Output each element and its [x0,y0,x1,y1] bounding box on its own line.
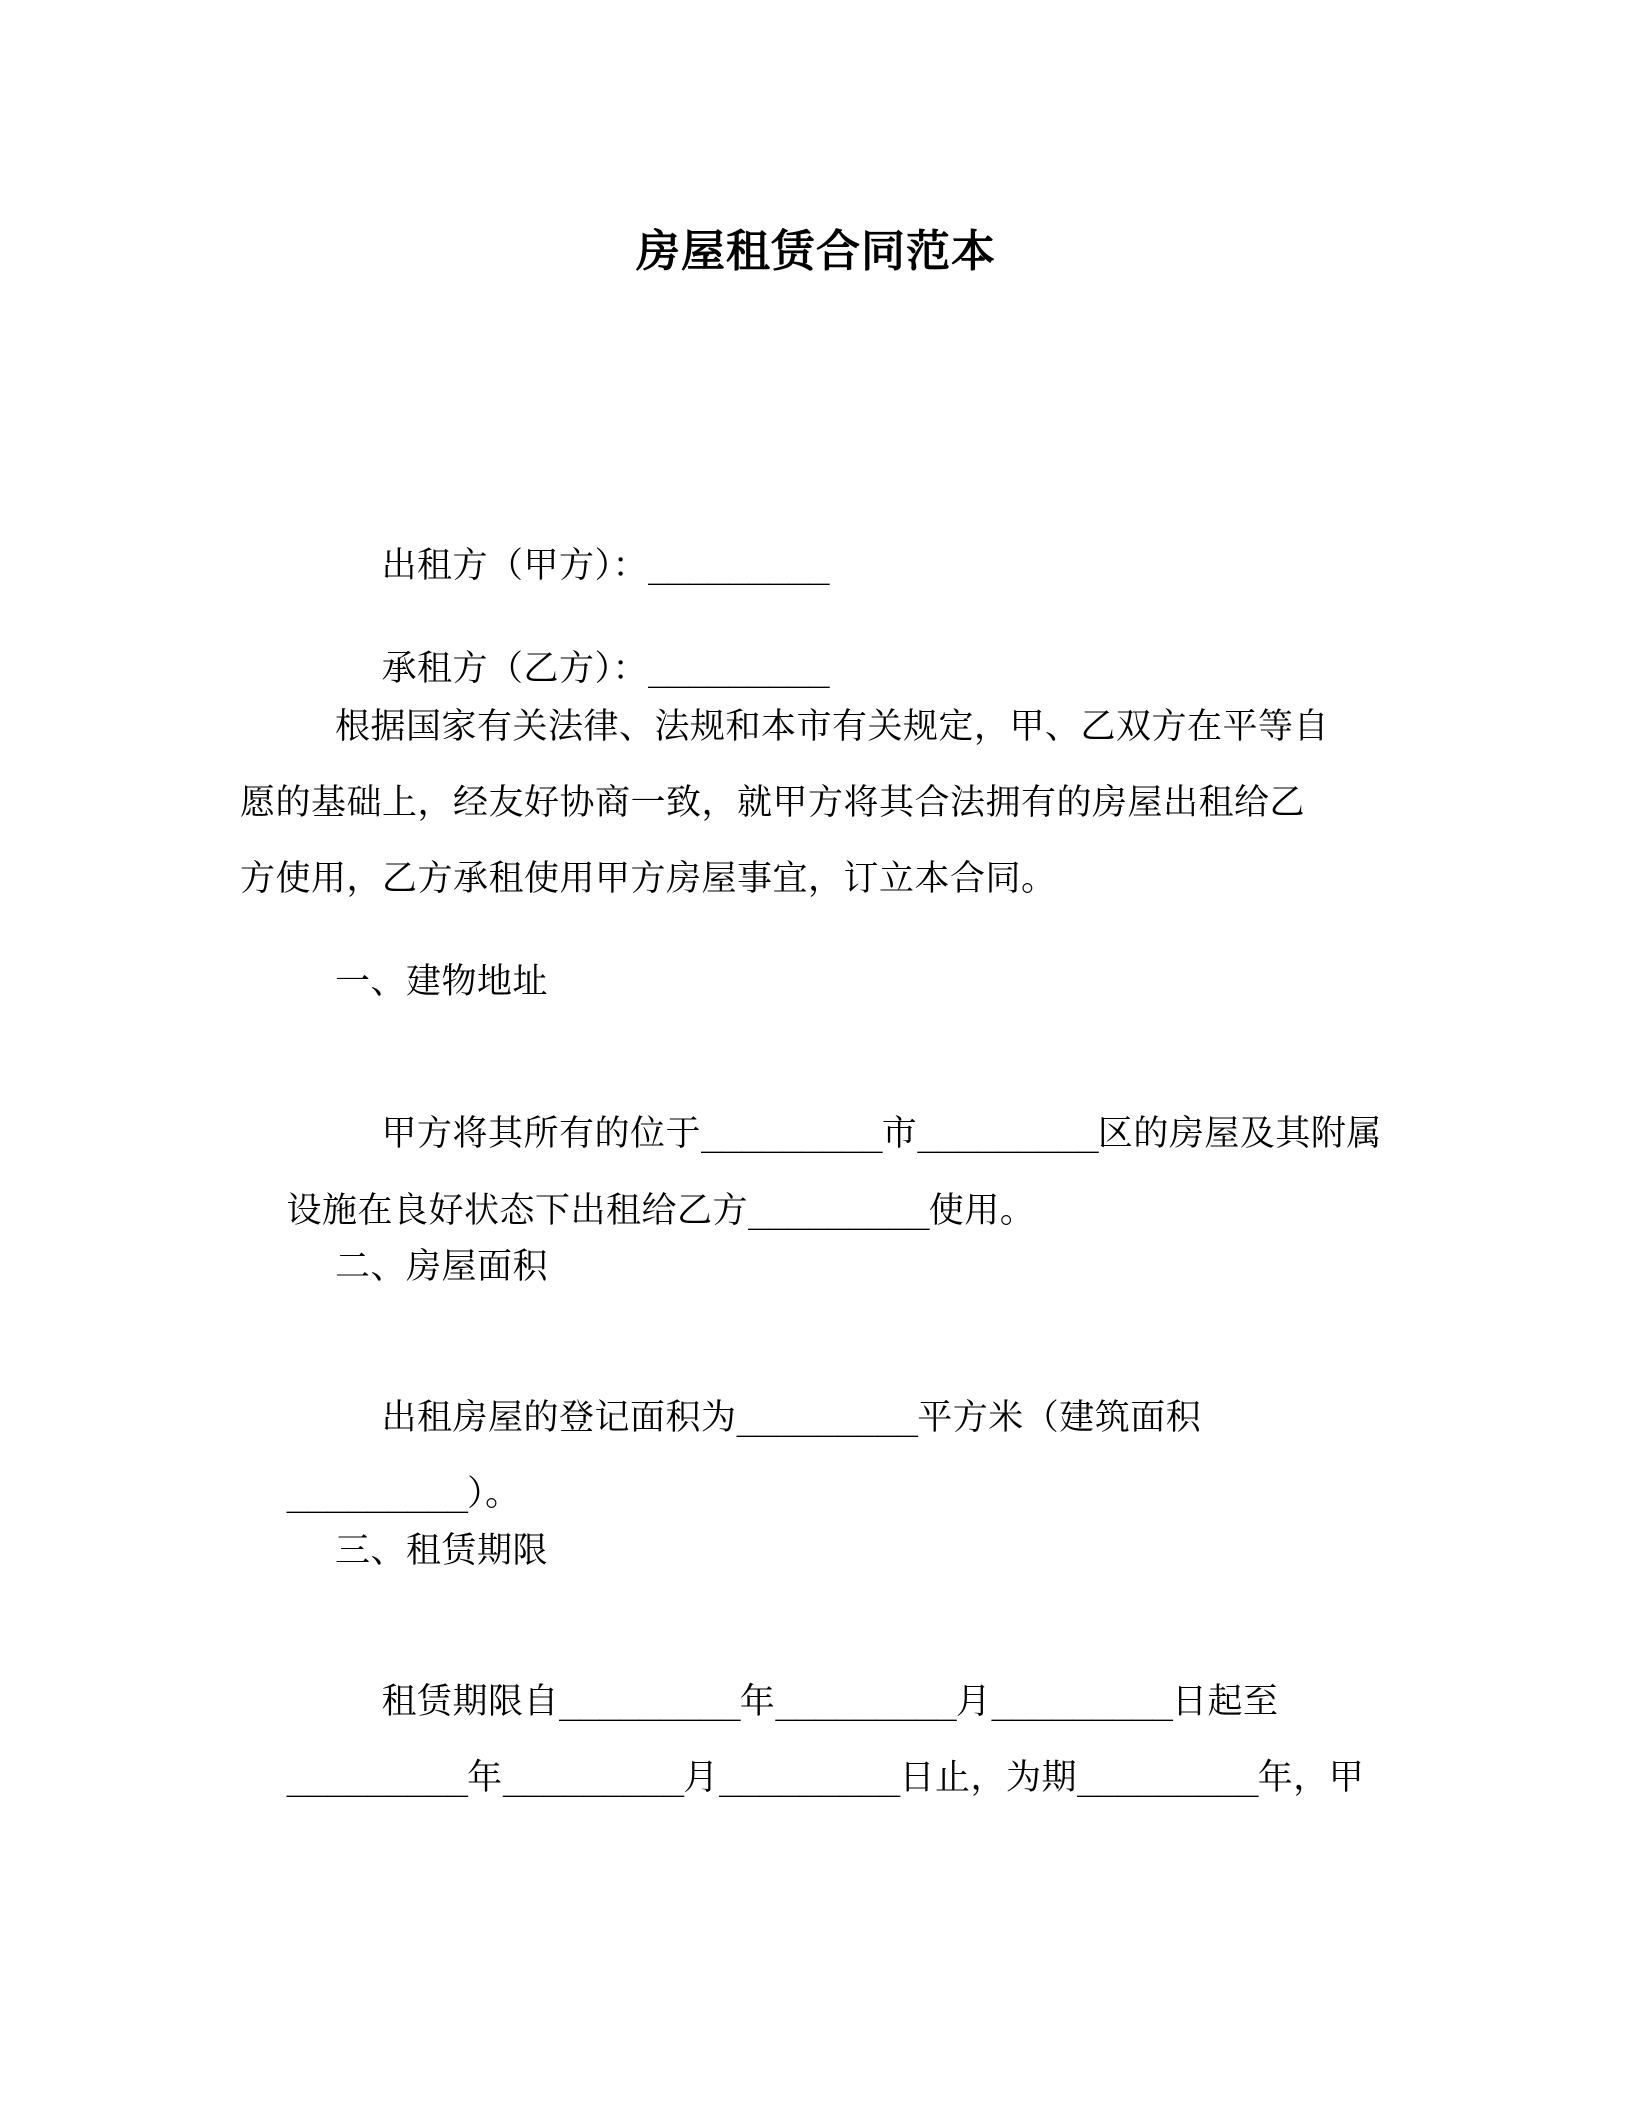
lessee-label: 承租方（乙方）： [381,649,649,689]
district-blank[interactable]: _________ [917,1114,1098,1154]
end-month-blank[interactable]: _________ [502,1758,684,1798]
lessor-blank[interactable]: _________ [648,546,829,586]
text: 使用。 [928,1191,1036,1231]
preamble-line-3: 方使用，乙方承租使用甲方房屋事宜，订立本合同。 [240,859,1057,899]
end-day-blank[interactable]: _________ [718,1758,900,1798]
text: 平方米（建筑面积 [917,1398,1202,1438]
section-1-heading: 一、建物地址 [335,962,549,1002]
text: 月 [683,1758,719,1798]
text: 出租房屋的登记面积为 [381,1398,737,1438]
section-3-line-2 [240,1706,1364,1850]
lessee-use-blank[interactable]: _________ [748,1191,929,1231]
lessee-blank[interactable]: _________ [648,649,829,689]
building-area-blank[interactable]: _________ [286,1474,468,1514]
text: 年 [467,1758,503,1798]
text: 年 [739,1682,776,1722]
text: 年，甲 [1257,1758,1365,1798]
text: 区的房屋及其附属 [1097,1114,1382,1154]
preamble-line-1: 根据国家有关法律、法规和本市有关规定，甲、乙双方在平等自 [335,707,1330,747]
start-month-blank[interactable]: _________ [775,1682,956,1722]
text: 设施在良好状态下出租给乙方 [286,1191,749,1231]
end-year-blank[interactable]: _________ [286,1758,468,1798]
text: 甲方将其所有的位于 [381,1114,702,1154]
text: 租赁期限自 [381,1682,560,1722]
text: ）。 [467,1474,521,1514]
document-title: 房屋租赁合同范本 [636,226,996,277]
start-year-blank[interactable]: _________ [559,1682,740,1722]
text: 日起至 [1172,1682,1279,1722]
text: 月 [955,1682,992,1722]
preamble-line-2: 愿的基础上，经友好协商一致，就甲方将其合法拥有的房屋出租给乙 [240,783,1306,823]
term-years-blank[interactable]: _________ [1077,1758,1258,1798]
text: 市 [881,1114,918,1154]
start-day-blank[interactable]: _________ [991,1682,1173,1722]
registered-area-blank[interactable]: _________ [736,1398,918,1438]
city-blank[interactable]: _________ [701,1114,882,1154]
text: 日止，为期 [899,1758,1078,1798]
section-3-heading: 三、租赁期限 [335,1531,549,1571]
lessor-label: 出租方（甲方）： [381,546,649,586]
section-2-heading: 二、房屋面积 [335,1247,549,1287]
